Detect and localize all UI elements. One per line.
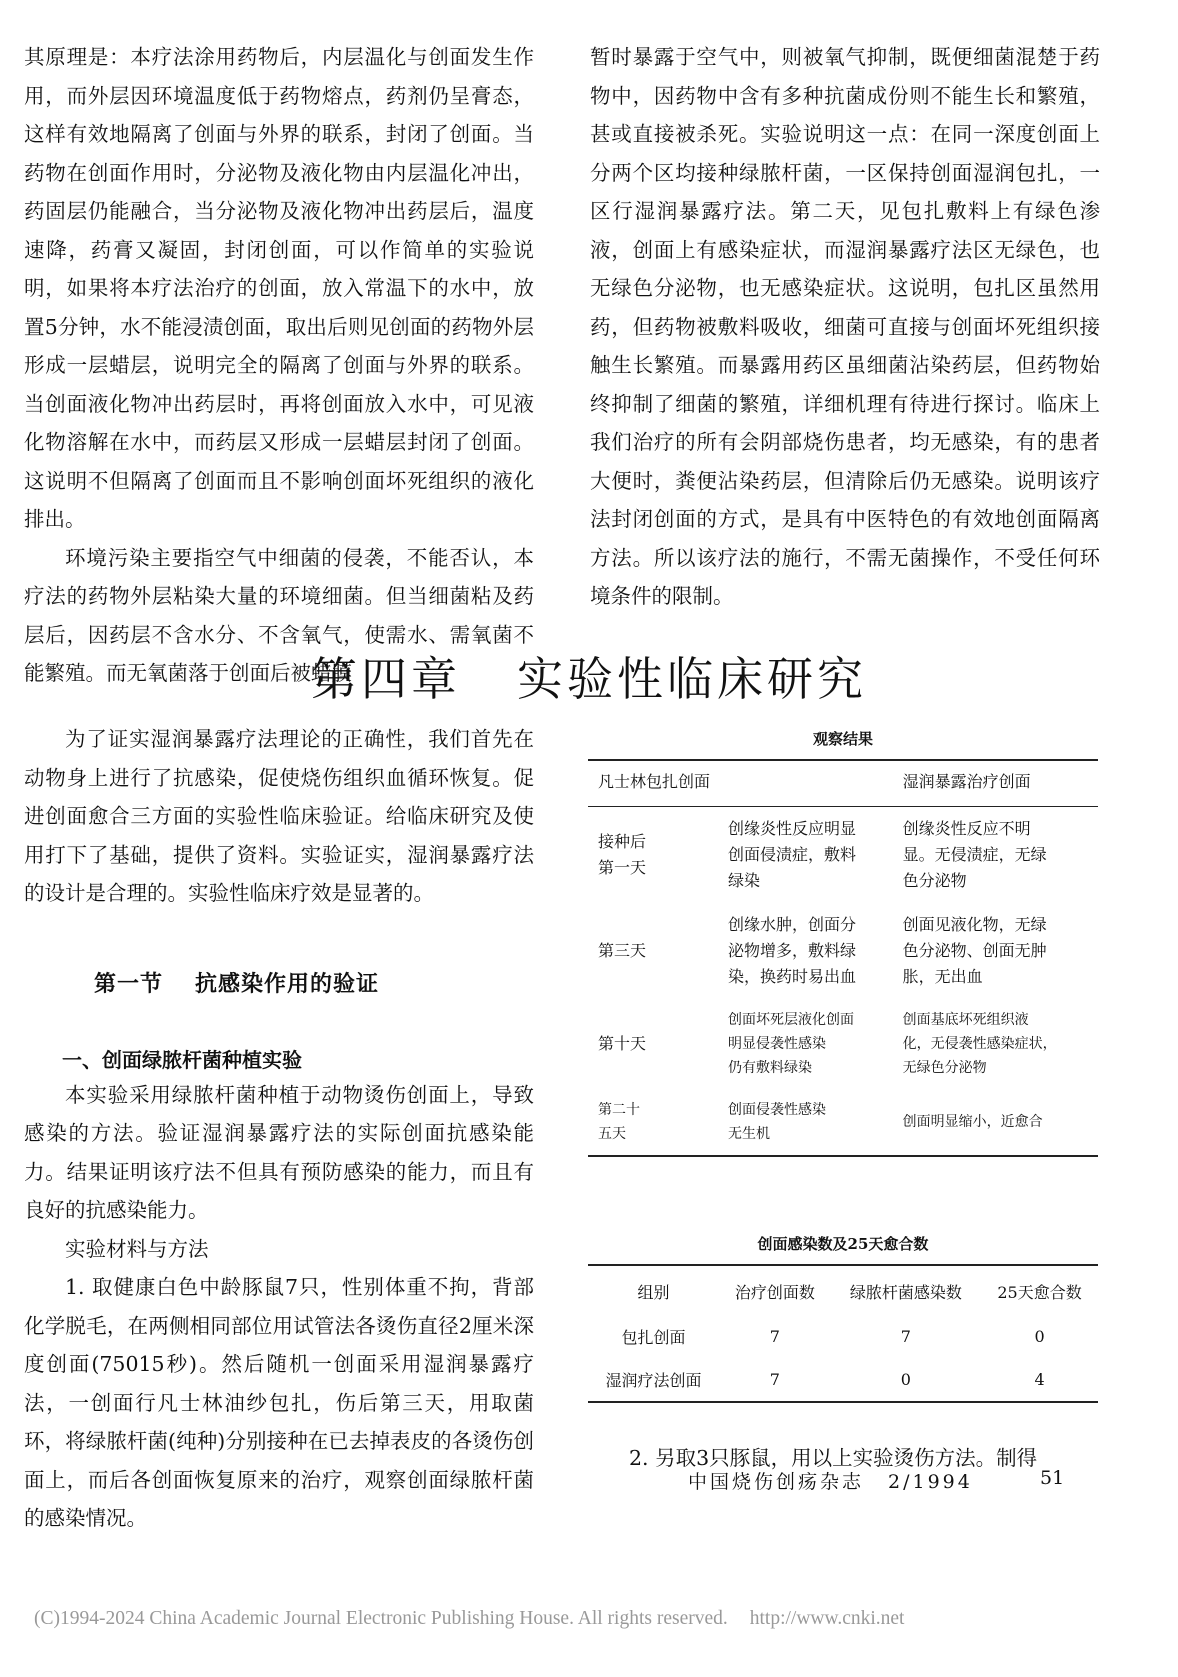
table-cell: 7 (769, 1370, 780, 1389)
table-header-row (588, 1265, 1098, 1315)
table-row (588, 999, 1098, 1089)
table-cell: 湿润疗法创面 (605, 1371, 702, 1390)
table-row (588, 807, 1098, 904)
body-paragraph: 暂时暴露于空气中，则被氧气抑制，既便细菌混楚于药物中，因药物中含有多种抗菌成份则不能生长和繁殖，甚或直接被杀死。实验说明这一点：在同一深度创面上分两个区均接种绿脓杆菌，一区保持创面湿润包扎，一区行湿润暴露疗法。第二天，见包扎敷料上有绿色渗液，创面上有感染症状，而湿润暴露疗法区无绿色，也无绿色分泌物，也无感染症状。这说明，包扎区虽然用药，但药物被敷料吸收，细菌可直接与创面坏死组织接触生长繁殖。而暴露用药区虽细菌沾染药层，但药物始终抑制了细菌的繁殖，详细机理有待进行探讨。临床上我们治疗的所有会阴部烧伤患者，均无感染，有的患者大便时，粪便沾染药层，但清除后仍无感染。说明该疗法封闭创面的方式，是具有中医特色的有效地创面隔离方法。所以该疗法的施行，不需无菌操作，不受任何环境条件的限制。 (590, 45, 1100, 608)
moist-cell: 创缘炎性反应不明 显。无侵渍症，无绿 色分泌物 (902, 819, 1047, 890)
chapter-name: 实验性临床研究 (517, 651, 867, 706)
table-header-cell: 组别 (637, 1283, 670, 1302)
table-row (588, 1358, 1098, 1402)
vaseline-cell: 创面坏死层液化创面 明显侵袭性感染 仍有敷料绿染 (728, 1012, 854, 1076)
infection-table-caption: 创面感染数及25天愈合数 (757, 1235, 929, 1253)
table-cell: 0 (900, 1370, 911, 1389)
table-cell: 4 (1034, 1370, 1045, 1389)
table-row (588, 1089, 1098, 1156)
intro-paragraph: 为了证实湿润暴露疗法理论的正确性，我们首先在动物身上进行了抗感染，促使烧伤组织血循环恢复。促进创面愈合三方面的实验性临床验证。给临床研究及使用打下了基础，提供了资料。实验证实，湿润暴露疗法的设计是合理的。实验性临床疗效是显著的。 (24, 727, 534, 905)
section-heading (94, 967, 534, 998)
table-header-cell: 凡士林包扎创面 (588, 760, 893, 807)
infection-table (588, 1264, 1098, 1403)
bottom-left-column (24, 720, 534, 1538)
table-header-cell: 治疗创面数 (734, 1283, 815, 1302)
body-paragraph: 其原理是：本疗法涂用药物后，内层温化与创面发生作用，而外层因环境温度低于药物熔点，药剂仍呈膏态，这样有效地隔离了创面与外界的联系，封闭了创面。当药物在创面作用时，分泌物及液化物由内层温化冲出，药固层仍能融合，当分泌物及液化物冲出药层后，温度速降，药膏又凝固，封闭创面，可以作简单的实验说明，如果将本疗法治疗的创面，放入常温下的水中，放置5分钟，水不能浸渍创面，取出后则见创面的药物外层形成一层蜡层，说明完全的隔离了创面与外界的联系。当创面液化物冲出药层时，再将创面放入水中，可见液化物溶解在水中，而药层又形成一层蜡层封闭了创面。这说明不但隔离了创面而且不影响创面坏死组织的液化排出。 (24, 45, 534, 531)
table-header-cell: 湿润暴露治疗创面 (893, 760, 1098, 807)
vaseline-cell: 创面侵袭性感染 无生机 (728, 1102, 826, 1142)
cnki-link[interactable]: http://www.cnki.net (749, 1608, 905, 1629)
table-cell: 包扎创面 (621, 1328, 686, 1347)
chapter-number: 第四章 (311, 651, 461, 706)
table-header-cell: 25天愈合数 (997, 1283, 1082, 1302)
observation-table (588, 759, 1098, 1157)
table-row (588, 1315, 1098, 1358)
top-left-column (24, 38, 534, 693)
table-cell: 7 (900, 1327, 911, 1346)
vaseline-cell: 创缘水肿，创面分 泌物增多，敷料绿 染，换药时易出血 (728, 915, 857, 986)
copyright-line (34, 1608, 904, 1630)
vaseline-cell: 创缘炎性反应明显 创面侵渍症，敷料 绿染 (728, 819, 857, 890)
table-row (588, 903, 1098, 999)
moist-cell: 创面基底坏死组织液 化，无侵袭性感染症状， 无绿色分泌物 (902, 1012, 1057, 1076)
moist-cell: 创面明显缩小，近愈合 (902, 1114, 1043, 1130)
bottom-right-column (588, 728, 1098, 1478)
day-cell: 第二十 五天 (598, 1102, 640, 1142)
journal-footer (688, 1467, 973, 1494)
day-cell: 第十天 (598, 1034, 647, 1053)
table-cell: 0 (1034, 1327, 1045, 1346)
experiment-paragraph: 1. 取健康白色中龄豚鼠7只，性别体重不拘，背部化学脱毛，在两侧相同部位用试管法各烫伤直径2厘米深度创面(75015秒)。然后随机一创面采用湿润暴露疗法，一创面行凡士林油纱包扎，伤后第三天，用取菌环，将绿脓杆菌(纯种)分别接种在已去掉表皮的各烫伤创面上，而后各创面恢复原来的治疗，观察创面绿脓杆菌的感染情况。 (24, 1275, 534, 1530)
moist-cell: 创面见液化物，无绿 色分泌物、创面无肿 胀，无出血 (902, 915, 1047, 986)
day-cell: 第三天 (598, 941, 647, 960)
page-number: 51 (1040, 1467, 1065, 1489)
observation-table-caption: 观察结果 (812, 730, 873, 748)
chapter-title (0, 643, 1178, 709)
section-name: 抗感染作用的验证 (195, 970, 380, 997)
continuation-paragraph: 2. 另取3只豚鼠，用以上实验烫伤方法。制得 (629, 1446, 1038, 1470)
experiment-paragraph: 本实验采用绿脓杆菌种植于动物烫伤创面上，导致感染的方法。验证湿润暴露疗法的实际创面抗感染能力。结果证明该疗法不但具有预防感染的能力，而且有良好的抗感染能力。 (24, 1082, 534, 1222)
table-cell: 7 (769, 1327, 780, 1346)
experiment-method-heading: 实验材料与方法 (65, 1236, 209, 1261)
copyright-notice: (C)1994-2024 China Academic Journal Electronic Publishing House. All rights reserved. (34, 1608, 728, 1629)
subsection-heading: 一、创面绿脓杆菌种植实验 (62, 1047, 302, 1072)
body-paragraph: 环境污染主要指空气中细菌的侵袭，不能否认，本疗法的药物外层粘染大量的环境细菌。但当细菌粘及药层后，因药层不含水分、不含氧气，使需水、需氧菌不能繁殖。而无氧菌落于创面后被蜡膜 (24, 545, 534, 685)
journal-issue: 2/1994 (888, 1471, 973, 1493)
table-header-row (588, 760, 1098, 807)
day-cell: 接种后 第一天 (598, 832, 647, 877)
journal-name: 中国烧伤创疡杂志 (688, 1471, 865, 1493)
section-number: 第一节 (94, 970, 164, 997)
table-header-cell: 绿脓杆菌感染数 (849, 1283, 962, 1302)
top-right-column (590, 38, 1100, 616)
